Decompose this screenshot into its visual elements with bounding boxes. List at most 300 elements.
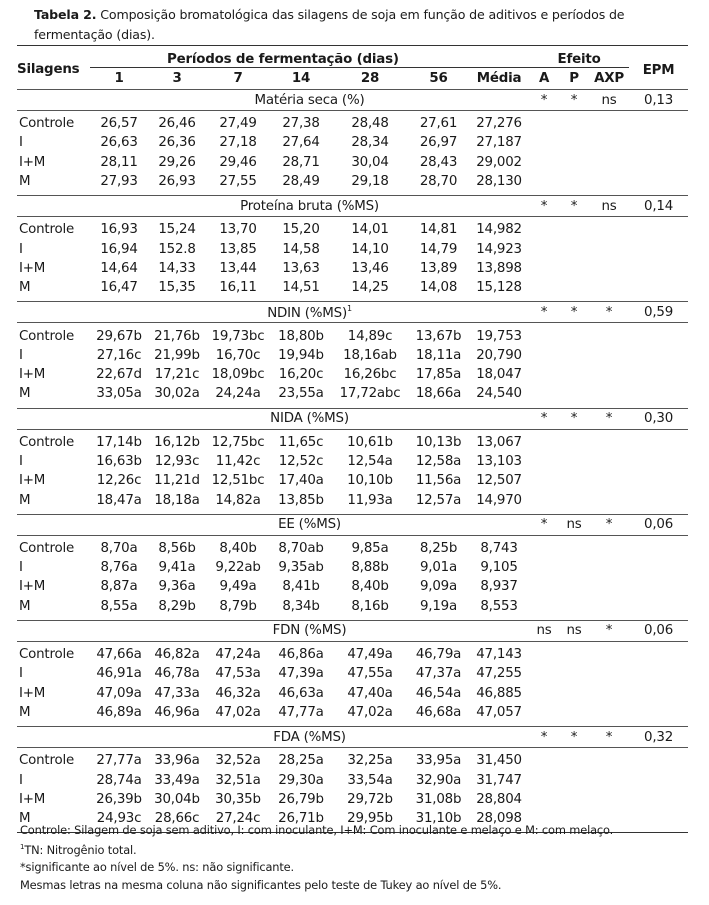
table-row bbox=[17, 239, 688, 258]
cell-media: 13,898 bbox=[476, 260, 522, 276]
cell-value: 9,85a bbox=[351, 540, 389, 556]
row-silagem-name: I+M bbox=[19, 473, 46, 489]
cell-empty bbox=[529, 365, 559, 384]
effect-significance: ns bbox=[589, 90, 629, 111]
cell-value: 8,87a bbox=[100, 579, 138, 595]
cell-value: 46,89a bbox=[96, 704, 142, 720]
cell-value: 17,21c bbox=[154, 367, 200, 383]
table-row bbox=[17, 323, 688, 346]
table-row bbox=[17, 278, 688, 302]
section-header-row bbox=[17, 727, 688, 748]
cell-empty bbox=[529, 684, 559, 703]
cell-value: 27,93 bbox=[100, 174, 138, 190]
cell-value: 16,12b bbox=[154, 434, 200, 450]
cell-media: 28,098 bbox=[476, 811, 522, 827]
cell-empty bbox=[559, 239, 589, 258]
cell-value: 14,81 bbox=[419, 222, 458, 238]
section-title bbox=[90, 90, 529, 111]
cell-media: 19,753 bbox=[476, 328, 522, 344]
cell-value: 28,49 bbox=[282, 174, 320, 190]
cell-empty bbox=[629, 664, 688, 683]
cell-empty bbox=[589, 597, 629, 621]
cell-empty bbox=[629, 278, 688, 302]
col-header-effect: P bbox=[569, 71, 579, 86]
note-significance: *significante ao nível de 5%. ns: não significante. bbox=[20, 860, 294, 875]
col-header-day: 28 bbox=[360, 71, 380, 86]
cell-value: 30,04 bbox=[351, 154, 389, 170]
cell-value: 8,34b bbox=[282, 598, 320, 614]
cell-empty bbox=[529, 153, 559, 172]
cell-empty bbox=[589, 259, 629, 278]
cell-value: 26,63 bbox=[100, 135, 138, 151]
row-silagem-name: I bbox=[19, 135, 23, 151]
table-row bbox=[17, 641, 688, 664]
cell-empty bbox=[629, 577, 688, 596]
cell-value: 8,88b bbox=[351, 560, 389, 576]
table-row bbox=[17, 429, 688, 452]
row-silagem-name: M bbox=[19, 386, 31, 402]
cell-empty bbox=[629, 172, 688, 196]
cell-empty bbox=[589, 346, 629, 365]
col-header-silagens: Silagens bbox=[17, 46, 90, 90]
cell-empty bbox=[529, 471, 559, 490]
cell-empty bbox=[589, 703, 629, 727]
cell-media: 8,937 bbox=[480, 579, 518, 595]
cell-empty bbox=[589, 535, 629, 558]
table-row bbox=[17, 346, 688, 365]
cell-value: 8,76a bbox=[100, 560, 138, 576]
cell-value: 26,46 bbox=[158, 116, 196, 132]
cell-empty bbox=[629, 111, 688, 134]
col-header-efeito: Efeito bbox=[529, 46, 629, 68]
cell-media: 31,450 bbox=[476, 753, 522, 769]
cell-value: 8,55a bbox=[100, 598, 138, 614]
cell-value: 33,96a bbox=[154, 753, 200, 769]
table-caption bbox=[34, 5, 684, 45]
cell-value: 47,40a bbox=[347, 685, 393, 701]
cell-empty bbox=[529, 597, 559, 621]
cell-empty bbox=[559, 748, 589, 771]
cell-media: 27,187 bbox=[476, 135, 522, 151]
cell-value: 33,54a bbox=[347, 772, 393, 788]
cell-empty bbox=[559, 577, 589, 596]
section-header-row bbox=[17, 196, 688, 217]
epm-value: 0,06 bbox=[629, 514, 688, 535]
cell-empty bbox=[589, 133, 629, 152]
cell-value: 27,61 bbox=[419, 116, 458, 132]
cell-empty bbox=[559, 664, 589, 683]
section-title bbox=[90, 302, 529, 323]
cell-value: 13,67b bbox=[415, 328, 462, 344]
cell-empty bbox=[589, 384, 629, 408]
cell-empty bbox=[559, 790, 589, 809]
cell-value: 47,33a bbox=[154, 685, 200, 701]
cell-value: 14,51 bbox=[282, 280, 320, 296]
cell-empty bbox=[559, 641, 589, 664]
cell-value: 29,30a bbox=[278, 772, 324, 788]
cell-value: 27,16c bbox=[96, 347, 142, 363]
section-title bbox=[90, 514, 529, 535]
section-spacer bbox=[17, 408, 90, 429]
cell-media: 28,130 bbox=[476, 174, 522, 190]
cell-value: 16,20c bbox=[278, 367, 324, 383]
effect-significance: * bbox=[589, 302, 629, 323]
cell-value: 13,85b bbox=[278, 492, 324, 508]
effect-significance: * bbox=[559, 727, 589, 748]
col-header-day: 1 bbox=[114, 71, 124, 86]
section-title-text: EE (%MS) bbox=[278, 517, 341, 533]
section-title-text: NIDA (%MS) bbox=[270, 411, 349, 427]
cell-value: 47,24a bbox=[215, 647, 261, 663]
cell-media: 28,804 bbox=[476, 791, 522, 807]
row-silagem-name: I+M bbox=[19, 579, 46, 595]
cell-empty bbox=[589, 558, 629, 577]
cell-value: 10,10b bbox=[347, 473, 393, 489]
cell-empty bbox=[589, 153, 629, 172]
cell-value: 30,04b bbox=[154, 791, 200, 807]
cell-empty bbox=[559, 684, 589, 703]
cell-media: 14,970 bbox=[476, 492, 522, 508]
row-silagem-name: Controle bbox=[19, 647, 75, 663]
row-silagem-name: M bbox=[19, 174, 31, 190]
cell-value: 9,01a bbox=[419, 560, 458, 576]
note-tn-sup: 1 bbox=[20, 843, 25, 852]
cell-media: 12,507 bbox=[476, 473, 522, 489]
cell-empty bbox=[559, 111, 589, 134]
cell-empty bbox=[529, 217, 559, 240]
cell-value: 14,08 bbox=[419, 280, 458, 296]
cell-empty bbox=[529, 577, 559, 596]
cell-value: 26,71b bbox=[278, 811, 324, 827]
row-silagem-name: I+M bbox=[19, 154, 46, 170]
cell-empty bbox=[529, 748, 559, 771]
col-header-epm: EPM bbox=[629, 46, 688, 90]
row-silagem-name: I bbox=[19, 666, 23, 682]
cell-empty bbox=[589, 239, 629, 258]
cell-empty bbox=[529, 278, 559, 302]
cell-value: 33,49a bbox=[154, 772, 200, 788]
cell-value: 13,44 bbox=[219, 260, 257, 276]
cell-value: 22,67d bbox=[96, 367, 142, 383]
cell-value: 24,24a bbox=[215, 386, 261, 402]
cell-empty bbox=[529, 703, 559, 727]
cell-value: 47,66a bbox=[96, 647, 142, 663]
table-row bbox=[17, 703, 688, 727]
effect-significance: * bbox=[589, 620, 629, 641]
cell-value: 28,43 bbox=[419, 154, 458, 170]
row-silagem-name: I bbox=[19, 560, 23, 576]
cell-value: 14,25 bbox=[351, 280, 389, 296]
effect-significance: * bbox=[559, 90, 589, 111]
cell-empty bbox=[559, 133, 589, 152]
cell-value: 12,54a bbox=[347, 454, 393, 469]
section-header-row bbox=[17, 514, 688, 535]
cell-value: 47,09a bbox=[96, 685, 142, 701]
cell-empty bbox=[629, 558, 688, 577]
cell-value: 16,47 bbox=[100, 280, 138, 296]
cell-empty bbox=[559, 365, 589, 384]
cell-empty bbox=[559, 278, 589, 302]
cell-value: 47,53a bbox=[215, 666, 261, 682]
cell-value: 46,86a bbox=[278, 647, 324, 663]
cell-empty bbox=[529, 558, 559, 577]
cell-empty bbox=[529, 111, 559, 134]
cell-value: 28,70 bbox=[419, 174, 458, 190]
cell-empty bbox=[589, 748, 629, 771]
section-title-text: Matéria seca (%) bbox=[254, 92, 365, 108]
cell-empty bbox=[559, 703, 589, 727]
cell-value: 18,80b bbox=[278, 328, 324, 344]
cell-value: 28,74a bbox=[96, 772, 142, 788]
table-row bbox=[17, 111, 688, 134]
cell-empty bbox=[559, 323, 589, 346]
cell-empty bbox=[589, 790, 629, 809]
row-silagem-name: I bbox=[19, 772, 23, 788]
cell-empty bbox=[559, 153, 589, 172]
cell-value: 8,56b bbox=[158, 540, 196, 556]
effect-significance: * bbox=[529, 514, 559, 535]
table-row bbox=[17, 770, 688, 789]
row-silagem-name: M bbox=[19, 598, 31, 614]
cell-value: 46,78a bbox=[154, 666, 200, 682]
cell-value: 8,40b bbox=[351, 579, 389, 595]
cell-empty bbox=[529, 790, 559, 809]
cell-value: 29,18 bbox=[351, 174, 389, 190]
section-title bbox=[90, 408, 529, 429]
col-header-effect: A bbox=[538, 71, 550, 86]
effect-significance: * bbox=[559, 302, 589, 323]
table-row bbox=[17, 259, 688, 278]
cell-value: 13,46 bbox=[351, 260, 389, 276]
cell-value: 12,26c bbox=[96, 473, 142, 489]
row-silagem-name: Controle bbox=[19, 328, 75, 344]
section-title bbox=[90, 727, 529, 748]
effect-significance: * bbox=[529, 727, 559, 748]
note-tn-text: TN: Nitrogênio total. bbox=[24, 843, 137, 858]
cell-media: 14,982 bbox=[476, 222, 522, 238]
section-header-row bbox=[17, 90, 688, 111]
cell-value: 18,47a bbox=[96, 492, 142, 508]
cell-value: 24,93c bbox=[96, 811, 142, 827]
cell-value: 16,94 bbox=[100, 241, 138, 257]
cell-empty bbox=[529, 770, 559, 789]
section-header-row bbox=[17, 408, 688, 429]
cell-value: 32,90a bbox=[415, 772, 462, 788]
cell-media: 47,143 bbox=[476, 647, 522, 663]
cell-value: 16,63b bbox=[96, 454, 142, 469]
cell-value: 18,66a bbox=[415, 386, 462, 402]
table-row bbox=[17, 535, 688, 558]
cell-empty bbox=[559, 346, 589, 365]
cell-media: 15,128 bbox=[476, 280, 522, 296]
epm-value: 0,32 bbox=[629, 727, 688, 748]
section-spacer bbox=[17, 514, 90, 535]
cell-empty bbox=[529, 323, 559, 346]
section-spacer bbox=[17, 90, 90, 111]
cell-empty bbox=[629, 770, 688, 789]
row-silagem-name: M bbox=[19, 492, 31, 508]
cell-value: 46,32a bbox=[215, 685, 261, 701]
cell-empty bbox=[529, 535, 559, 558]
effect-significance: * bbox=[589, 514, 629, 535]
cell-empty bbox=[529, 641, 559, 664]
table-row bbox=[17, 748, 688, 771]
table-row bbox=[17, 172, 688, 196]
cell-value: 14,79 bbox=[419, 241, 458, 257]
cell-value: 9,19a bbox=[419, 598, 458, 614]
cell-empty bbox=[559, 217, 589, 240]
table-row bbox=[17, 664, 688, 683]
cell-value: 8,29b bbox=[158, 598, 196, 614]
cell-empty bbox=[629, 346, 688, 365]
cell-media: 27,276 bbox=[476, 116, 522, 132]
cell-empty bbox=[589, 471, 629, 490]
col-header-day: 56 bbox=[429, 71, 448, 86]
col-header-effect: AXP bbox=[594, 71, 624, 86]
cell-empty bbox=[529, 384, 559, 408]
table-row bbox=[17, 452, 688, 471]
cell-empty bbox=[629, 535, 688, 558]
cell-empty bbox=[629, 239, 688, 258]
cell-value: 11,93a bbox=[347, 492, 393, 508]
cell-value: 26,57 bbox=[100, 116, 138, 132]
cell-empty bbox=[559, 384, 589, 408]
effect-significance: * bbox=[589, 727, 629, 748]
row-silagem-name: I+M bbox=[19, 367, 46, 383]
effect-significance: ns bbox=[559, 514, 589, 535]
caption-text: Composição bromatológica das silagens de soja em função de aditivos e períodos de fermentação (dias). bbox=[34, 7, 625, 42]
cell-media: 20,790 bbox=[476, 347, 522, 363]
cell-value: 47,02a bbox=[347, 704, 393, 720]
cell-value: 9,36a bbox=[158, 579, 196, 595]
cell-value: 46,96a bbox=[154, 704, 200, 720]
cell-value: 14,89c bbox=[347, 328, 393, 344]
cell-value: 32,52a bbox=[215, 753, 261, 769]
cell-value: 12,57a bbox=[415, 492, 462, 508]
cell-media: 13,103 bbox=[476, 454, 522, 469]
cell-empty bbox=[629, 790, 688, 809]
cell-value: 26,36 bbox=[158, 135, 196, 151]
cell-value: 16,70c bbox=[215, 347, 261, 363]
cell-value: 28,71 bbox=[282, 154, 320, 170]
cell-value: 15,35 bbox=[158, 280, 196, 296]
cell-value: 27,77a bbox=[96, 753, 142, 769]
row-silagem-name: I+M bbox=[19, 685, 46, 701]
row-silagem-name: I+M bbox=[19, 260, 46, 276]
cell-value: 17,72abc bbox=[339, 386, 401, 402]
section-title-text: FDA (%MS) bbox=[273, 729, 346, 745]
row-silagem-name: M bbox=[19, 811, 31, 827]
effect-significance: ns bbox=[589, 196, 629, 217]
cell-value: 13,89 bbox=[419, 260, 458, 276]
epm-value: 0,14 bbox=[629, 196, 688, 217]
effect-significance: * bbox=[589, 408, 629, 429]
cell-empty bbox=[529, 664, 559, 683]
cell-value: 8,79b bbox=[219, 598, 257, 614]
cell-empty bbox=[629, 217, 688, 240]
row-silagem-name: I bbox=[19, 454, 23, 469]
cell-value: 11,21d bbox=[154, 473, 200, 489]
col-header-media: Média bbox=[476, 71, 522, 86]
cell-value: 32,25a bbox=[347, 753, 393, 769]
cell-value: 17,14b bbox=[96, 434, 142, 450]
cell-value: 8,25b bbox=[419, 540, 458, 556]
epm-value: 0,59 bbox=[629, 302, 688, 323]
epm-value: 0,30 bbox=[629, 408, 688, 429]
cell-media: 47,057 bbox=[476, 704, 522, 720]
table-row bbox=[17, 384, 688, 408]
section-title-footnote: 1 bbox=[346, 303, 352, 313]
cell-value: 14,10 bbox=[351, 241, 389, 257]
cell-empty bbox=[629, 703, 688, 727]
table-row bbox=[17, 365, 688, 384]
cell-empty bbox=[629, 748, 688, 771]
cell-value: 14,33 bbox=[158, 260, 196, 276]
row-silagem-name: Controle bbox=[19, 753, 75, 769]
cell-value: 46,54a bbox=[415, 685, 462, 701]
cell-empty bbox=[629, 153, 688, 172]
effect-significance: ns bbox=[529, 620, 559, 641]
cell-media: 31,747 bbox=[476, 772, 522, 788]
cell-value: 29,46 bbox=[219, 154, 257, 170]
section-spacer bbox=[17, 620, 90, 641]
cell-value: 8,41b bbox=[282, 579, 320, 595]
cell-value: 46,63a bbox=[278, 685, 324, 701]
caption-label: Tabela 2. bbox=[34, 7, 97, 22]
cell-value: 12,58a bbox=[415, 454, 462, 469]
cell-value: 28,25a bbox=[278, 753, 324, 769]
cell-value: 31,08b bbox=[415, 791, 462, 807]
cell-empty bbox=[589, 490, 629, 514]
cell-value: 18,11a bbox=[415, 347, 462, 363]
cell-value: 47,37a bbox=[415, 666, 462, 682]
cell-value: 18,18a bbox=[154, 492, 200, 508]
cell-value: 47,49a bbox=[347, 647, 393, 663]
epm-value: 0,06 bbox=[629, 620, 688, 641]
cell-empty bbox=[589, 452, 629, 471]
cell-empty bbox=[529, 133, 559, 152]
section-title-text: FDN (%MS) bbox=[272, 623, 347, 639]
cell-empty bbox=[629, 365, 688, 384]
section-title bbox=[90, 196, 529, 217]
cell-value: 27,55 bbox=[219, 174, 257, 190]
cell-empty bbox=[589, 217, 629, 240]
cell-empty bbox=[589, 684, 629, 703]
cell-value: 27,24c bbox=[215, 811, 261, 827]
cell-value: 30,35b bbox=[215, 791, 261, 807]
col-header-day: 3 bbox=[172, 71, 182, 86]
cell-value: 47,39a bbox=[278, 666, 324, 682]
cell-value: 14,64 bbox=[100, 260, 138, 276]
cell-empty bbox=[559, 452, 589, 471]
section-spacer bbox=[17, 196, 90, 217]
cell-empty bbox=[559, 770, 589, 789]
cell-value: 27,18 bbox=[219, 135, 257, 151]
table-row bbox=[17, 217, 688, 240]
cell-value: 17,40a bbox=[278, 473, 324, 489]
cell-value: 17,85a bbox=[415, 367, 462, 383]
cell-value: 33,05a bbox=[96, 386, 142, 402]
row-silagem-name: Controle bbox=[19, 540, 75, 556]
cell-value: 27,64 bbox=[282, 135, 320, 151]
cell-media: 18,047 bbox=[476, 367, 522, 383]
cell-value: 14,01 bbox=[351, 222, 389, 238]
cell-value: 31,10b bbox=[415, 811, 462, 827]
cell-empty bbox=[629, 597, 688, 621]
cell-value: 14,58 bbox=[282, 241, 320, 257]
cell-value: 9,49a bbox=[219, 579, 257, 595]
effect-significance: * bbox=[529, 302, 559, 323]
